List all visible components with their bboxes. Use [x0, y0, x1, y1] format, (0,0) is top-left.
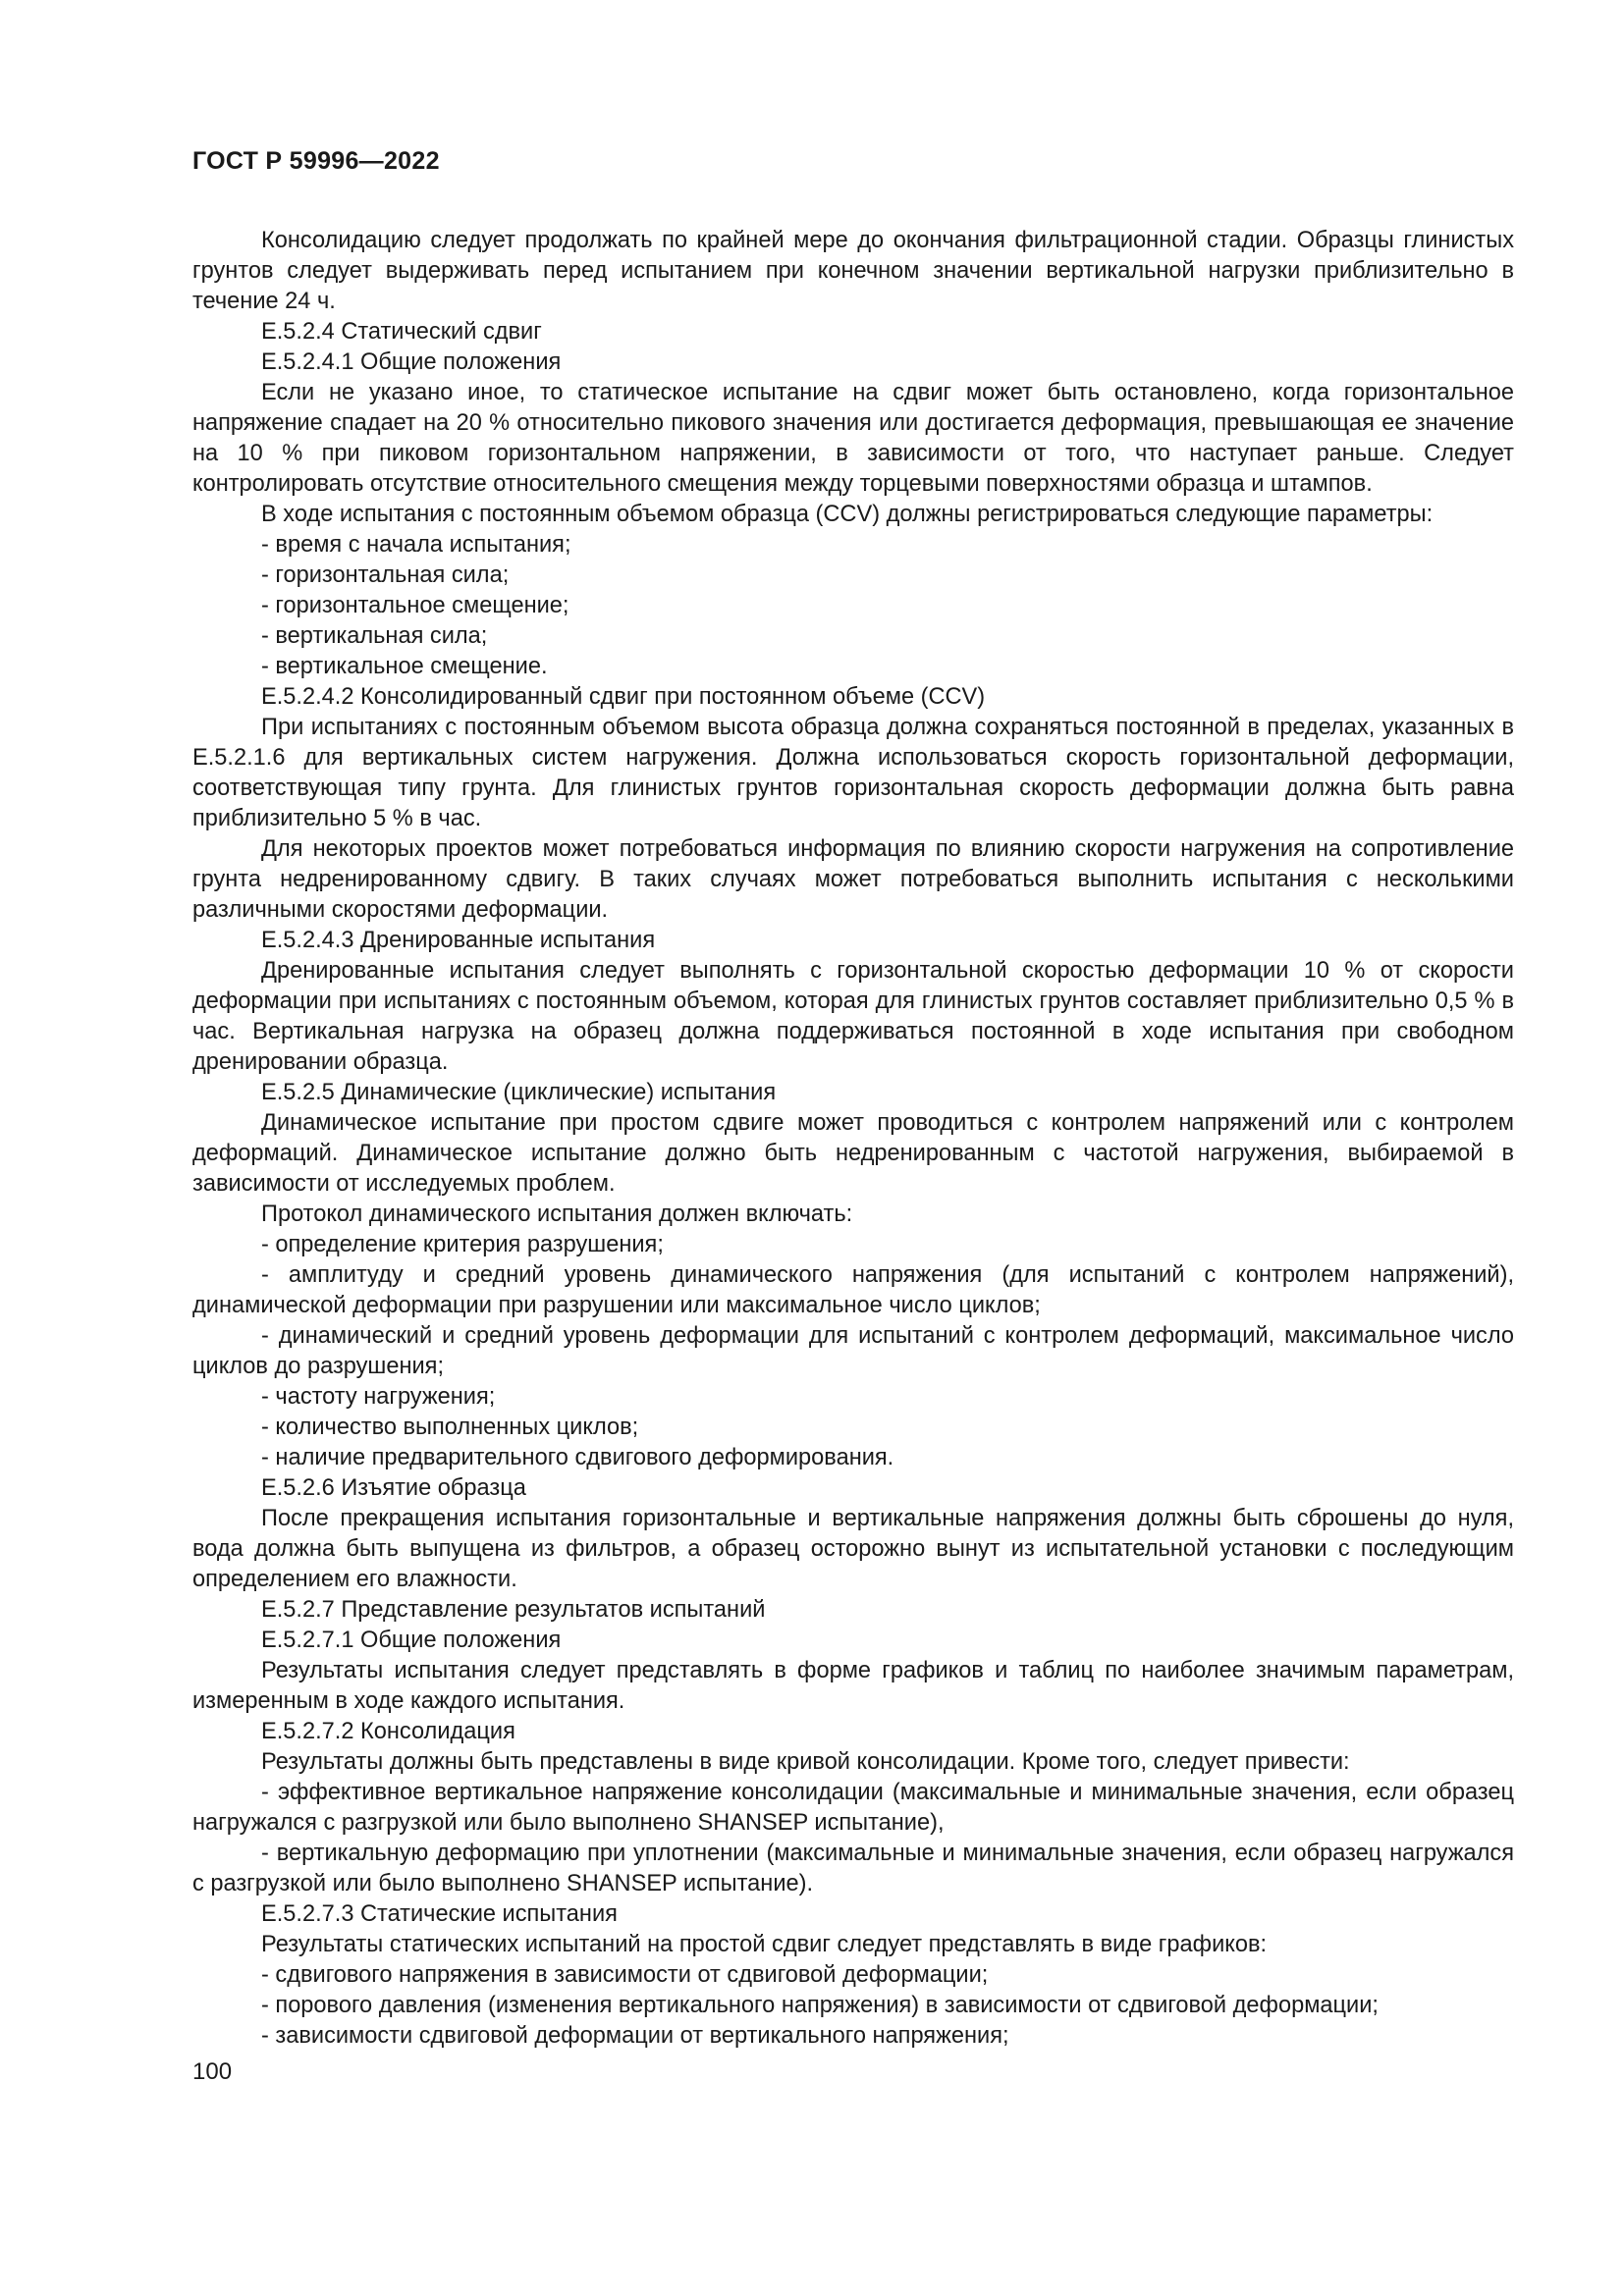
document-body [192, 226, 1514, 2052]
section-heading: Е.5.2.4.3 Дренированные испытания [261, 928, 656, 953]
list-item: - вертикальное смещение. [261, 654, 548, 679]
document-header: ГОСТ Р 59996—2022 [192, 147, 440, 175]
paragraph: Если не указано иное, то статическое испытание на сдвиг может быть остановлено, когда горизонтальное напряжение спадает на 20 % относительно пикового значения или достигается деформация, превышающая ее значение на 10 % при пиковом горизонтальном напряжении, в зависимости от того, что наступает раньше. Следует контролировать отсутствие относительного смещения между торцевыми поверхностями образца и штампов. [192, 380, 1514, 497]
list-item: - вертикальная сила; [261, 623, 488, 649]
list-item: - горизонтальное смещение; [261, 593, 569, 618]
paragraph: В ходе испытания с постоянным объемом образца (CCV) должны регистрироваться следующие параметры: [261, 502, 1434, 527]
section-heading: Е.5.2.4.2 Консолидированный сдвиг при постоянном объеме (CCV) [261, 684, 986, 710]
section-heading: Е.5.2.7.2 Консолидация [261, 1719, 515, 1744]
list-item: - эффективное вертикальное напряжение консолидации (максимальные и минимальные значения, если образец нагружался с разгрузкой или было выполнено SHANSEP испытание), [192, 1780, 1514, 1836]
paragraph: Результаты статических испытаний на простой сдвиг следует представлять в виде графиков: [261, 1932, 1268, 1957]
section-heading: Е.5.2.7.1 Общие положения [261, 1628, 562, 1653]
paragraph: Динамическое испытание при простом сдвиге может проводиться с контролем напряжений или с контролем деформаций. Динамическое испытание должно быть недренированным с частотой нагружения, выбираемой в зависимости от исследуемых проблем. [192, 1110, 1514, 1197]
list-item: - определение критерия разрушения; [261, 1232, 664, 1257]
section-heading: Е.5.2.6 Изъятие образца [261, 1475, 526, 1501]
list-item: - зависимости сдвиговой деформации от вертикального напряжения; [261, 2023, 1009, 2049]
paragraph: После прекращения испытания горизонтальные и вертикальные напряжения должны быть сброшены до нуля, вода должна быть выпущена из фильтров, а образец осторожно вынут из испытательной установки с последующим определением его влажности. [192, 1506, 1514, 1592]
list-item: - наличие предварительного сдвигового деформирования. [261, 1445, 894, 1470]
list-item: - горизонтальная сила; [261, 562, 510, 588]
list-item: - частоту нагружения; [261, 1384, 496, 1410]
paragraph: Для некоторых проектов может потребоваться информация по влиянию скорости нагружения на сопротивление грунта недренированному сдвигу. В таких случаях может потребоваться выполнить испытания с несколькими различными скоростями деформации. [192, 836, 1514, 923]
paragraph: Консолидацию следует продолжать по крайней мере до окончания фильтрационной стадии. Образцы глинистых грунтов следует выдерживать перед испытанием при конечном значении вертикальной нагрузки приблизительно в течение 24 ч. [192, 228, 1514, 314]
list-item: - динамический и средний уровень деформации для испытаний с контролем деформаций, максимальное число циклов до разрушения; [192, 1323, 1514, 1379]
list-item: - амплитуду и средний уровень динамического напряжения (для испытаний с контролем напряжений), динамической деформации при разрушении или максимальное число циклов; [192, 1262, 1514, 1318]
paragraph: Результаты испытания следует представлять в форме графиков и таблиц по наиболее значимым параметрам, измеренным в ходе каждого испытания. [192, 1658, 1514, 1714]
paragraph: Результаты должны быть представлены в виде кривой консолидации. Кроме того, следует привести: [261, 1749, 1350, 1775]
list-item: - вертикальную деформацию при уплотнении (максимальные и минимальные значения, если образец нагружался с разгрузкой или было выполнено SHANSEP испытание). [192, 1841, 1514, 1896]
list-item: - количество выполненных циклов; [261, 1415, 639, 1440]
section-heading: Е.5.2.5 Динамические (циклические) испытания [261, 1080, 777, 1105]
section-heading: Е.5.2.4 Статический сдвиг [261, 319, 542, 345]
page-number: 100 [192, 2058, 233, 2085]
list-item: - время с начала испытания; [261, 532, 571, 558]
paragraph: Протокол динамического испытания должен включать: [261, 1201, 853, 1227]
paragraph: Дренированные испытания следует выполнять с горизонтальной скоростью деформации 10 % от скорости деформации при испытаниях с постоянным объемом, которая для глинистых грунтов составляет приблизительно 0,5 % в час. Вертикальная нагрузка на образец должна поддерживаться постоянной в ходе испытания при свободном дренировании образца. [192, 958, 1514, 1075]
list-item: - порового давления (изменения вертикального напряжения) в зависимости от сдвиговой деформации; [261, 1993, 1379, 2018]
section-heading: Е.5.2.4.1 Общие положения [261, 349, 562, 375]
list-item: - сдвигового напряжения в зависимости от сдвиговой деформации; [261, 1962, 989, 1988]
paragraph: При испытаниях с постоянным объемом высота образца должна сохраняться постоянной в пределах, указанных в Е.5.2.1.6 для вертикальных систем нагружения. Должна использоваться скорость горизонтальной деформации, соответствующая типу грунта. Для глинистых грунтов горизонтальная скорость деформации должна быть равна приблизительно 5 % в час. [192, 715, 1514, 831]
section-heading: Е.5.2.7 Представление результатов испытаний [261, 1597, 766, 1623]
section-heading: Е.5.2.7.3 Статические испытания [261, 1901, 618, 1927]
